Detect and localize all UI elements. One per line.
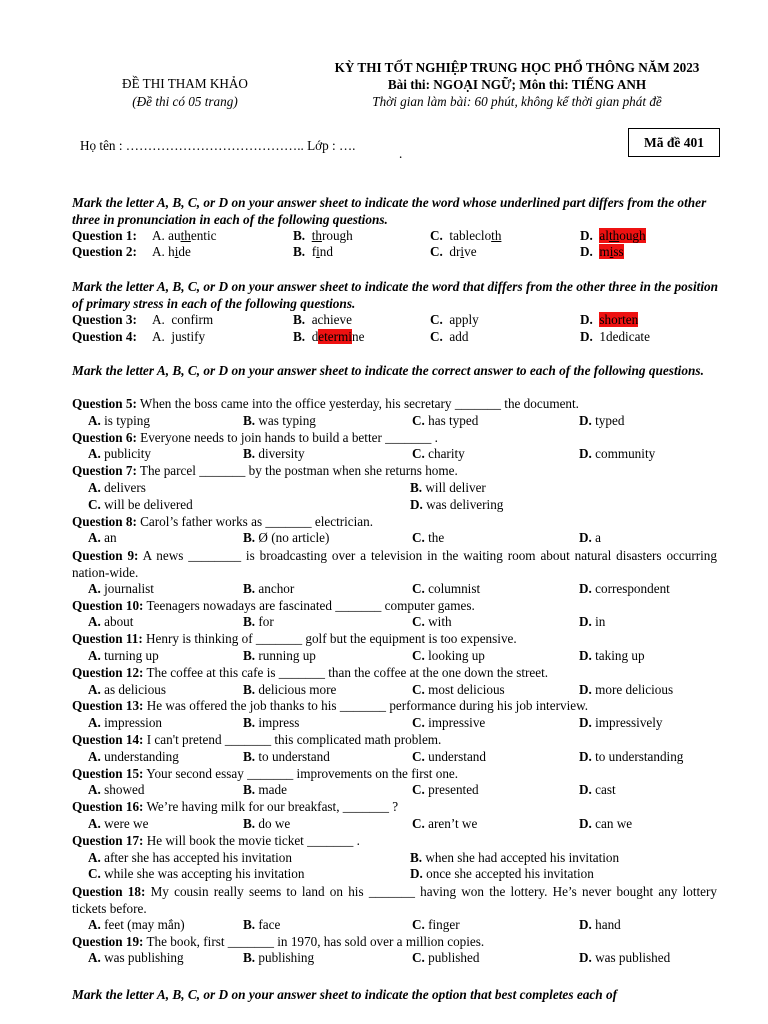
option-d[interactable]: D. to understanding	[579, 748, 684, 764]
question-label: Question 11:	[72, 631, 143, 647]
option-b[interactable]: B. will deliver	[410, 480, 486, 495]
option-d[interactable]: D. taking up	[579, 648, 645, 663]
question-4-label: Question 4:	[72, 329, 137, 344]
instruction-correct-answer: Mark the letter A, B, C, or D on your answer sheet to indicate the correct answer to each of the following questions.	[72, 363, 704, 378]
question-text: The coffee at this cafe is _______ than the coffee at the one down the street.	[146, 664, 549, 680]
option-d[interactable]: D. more delicious	[579, 681, 674, 697]
question-label: Question 9:	[72, 548, 139, 564]
question-label: Question 19:	[72, 933, 144, 949]
q4-option-c[interactable]: C. add	[430, 329, 469, 344]
option-a[interactable]: A. showed	[88, 782, 145, 798]
exam-time: Thời gian làm bài: 60 phút, không kể thời gian phát đề	[372, 94, 662, 109]
option-d[interactable]: D. a	[579, 530, 601, 546]
q2-option-a[interactable]: A. hide	[152, 244, 191, 259]
question-1-label: Question 1:	[72, 228, 137, 243]
exam-type-title: ĐỀ THI THAM KHẢO	[122, 76, 248, 91]
question-label: Question 8:	[72, 513, 137, 529]
option-a[interactable]: A. after she has accepted his invitation	[88, 849, 292, 865]
question-stem	[72, 766, 458, 782]
q2-option-b[interactable]: B. find	[293, 244, 333, 259]
option-d[interactable]: D. was published	[579, 950, 671, 966]
q2-option-c[interactable]: C. drive	[430, 244, 477, 259]
option-d[interactable]: D. typed	[579, 412, 625, 428]
option-c[interactable]: C. the	[412, 530, 445, 546]
option-c[interactable]: C. charity	[412, 446, 465, 462]
q3-option-a[interactable]: A. confirm	[152, 312, 214, 327]
question-stem	[72, 430, 438, 446]
question-text: When the boss came into the office yesterday, his secretary _______ the document.	[139, 396, 579, 411]
exam-title: KỲ THI TỐT NGHIỆP TRUNG HỌC PHỔ THÔNG NĂM 2023	[334, 60, 700, 75]
instruction-pronunciation: Mark the letter A, B, C, or D on your answer sheet to indicate the word whose underlined part differs from the other three in pronunciation in each of the following questions.	[72, 195, 707, 227]
option-b[interactable]: B. for	[243, 614, 274, 630]
question-text: Your second essay _______ improvements on the first one.	[146, 765, 459, 781]
name-class-line: Họ tên : ………………………………….. Lớp : ….	[80, 138, 356, 153]
question-text: A news ________ is broadcasting over a television in the waiting room about natural disasters occurring nation-wide.	[72, 548, 717, 581]
question-text: He will book the movie ticket _______ .	[146, 832, 360, 848]
option-d[interactable]: D. was delivering	[410, 496, 504, 512]
option-a[interactable]: A. delivers	[88, 480, 146, 495]
option-a[interactable]: A. publicity	[88, 446, 152, 462]
option-d[interactable]: D. cast	[579, 782, 616, 798]
option-d[interactable]: D. impressively	[579, 715, 663, 731]
question-label: Question 12:	[72, 664, 144, 680]
question-stem	[72, 934, 484, 950]
option-c[interactable]: C. columnist	[412, 580, 481, 596]
question-stem	[72, 732, 441, 748]
question-stem	[72, 514, 373, 530]
option-b[interactable]: B. anchor	[243, 580, 295, 596]
option-b[interactable]: B. running up	[243, 648, 316, 663]
question-label: Question 10:	[72, 597, 144, 613]
option-c[interactable]: C. will be delivered	[88, 496, 193, 512]
question-2-label: Question 2:	[72, 244, 137, 259]
q3-option-c[interactable]: C. apply	[430, 312, 479, 327]
option-d[interactable]: D. hand	[579, 916, 621, 932]
question-stem	[72, 598, 475, 614]
question-text: The book, first _______ in 1970, has sold over a million copies.	[146, 933, 485, 949]
question-label: Question 14:	[72, 732, 144, 747]
question-label: Question 16:	[72, 799, 144, 815]
question-text: I can't pretend _______ this complicated math problem.	[146, 732, 442, 747]
question-label: Question 5:	[72, 396, 137, 411]
option-b[interactable]: B. was typing	[243, 412, 316, 428]
option-a[interactable]: A. understanding	[88, 748, 179, 764]
option-c[interactable]: C. presented	[412, 782, 479, 798]
page-count-note: (Đề thi có 05 trang)	[132, 94, 238, 109]
option-b[interactable]: B. face	[243, 916, 281, 932]
question-label: Question 6:	[72, 429, 137, 445]
q3-option-b[interactable]: B. achieve	[293, 312, 352, 327]
question-stem	[72, 799, 398, 815]
option-c[interactable]: C. looking up	[412, 648, 485, 663]
question-text: We’re having milk for our breakfast, _______ ?	[146, 799, 399, 815]
option-a[interactable]: A. an	[88, 530, 117, 546]
option-b[interactable]: B. made	[243, 782, 287, 798]
option-a[interactable]: A. were we	[88, 816, 149, 831]
q1-option-c[interactable]: C. tablecloth	[430, 228, 502, 243]
question-stem	[72, 396, 579, 412]
option-d[interactable]: D. correspondent	[579, 580, 670, 596]
question-label: Question 7:	[72, 463, 137, 479]
option-c[interactable]: C. while she was accepting his invitation	[88, 866, 305, 882]
option-b[interactable]: B. when she had accepted his invitation	[410, 849, 620, 865]
option-c[interactable]: C. with	[412, 614, 452, 630]
option-c[interactable]: C. aren’t we	[412, 816, 478, 831]
question-text: He was offered the job thanks to his _______ performance during his job interview.	[146, 698, 589, 714]
option-a[interactable]: A. feet (may mắn)	[88, 916, 185, 932]
q4-option-d[interactable]: D. 1dedicate	[580, 329, 650, 344]
option-b[interactable]: B. to understand	[243, 748, 330, 764]
option-a[interactable]: A. was publishing	[88, 950, 184, 966]
option-c[interactable]: C. has typed	[412, 412, 479, 428]
option-c[interactable]: C. published	[412, 950, 480, 966]
question-3-label: Question 3:	[72, 312, 137, 327]
stray-dot: .	[399, 146, 403, 161]
option-c[interactable]: C. finger	[412, 916, 460, 932]
question-text: Everyone needs to join hands to build a better _______ .	[140, 429, 438, 445]
question-text: Carol’s father works as _______ electrician.	[140, 513, 374, 529]
question-label: Question 13:	[72, 698, 144, 714]
question-stem	[72, 463, 458, 479]
q1-option-a[interactable]: A. authentic	[152, 228, 217, 243]
question-text: Henry is thinking of _______ golf but the equipment is too expensive.	[146, 631, 517, 647]
question-label: Question 17:	[72, 832, 144, 848]
question-label: Question 18:	[72, 884, 146, 900]
option-c[interactable]: C. impressive	[412, 715, 486, 731]
question-stem	[72, 631, 517, 647]
exam-subject: Bài thi: NGOẠI NGỮ; Môn thi: TIẾNG ANH	[387, 77, 647, 92]
instruction-stress: Mark the letter A, B, C, or D on your answer sheet to indicate the word that differs from the other three in the position of primary stress in each of the following questions.	[72, 279, 719, 311]
question-stem	[72, 698, 588, 714]
q1-option-b[interactable]: B. through	[293, 228, 353, 243]
q4-option-b[interactable]: B. determine	[293, 329, 365, 344]
q3-option-d[interactable]: D. shorten	[580, 312, 639, 327]
option-a[interactable]: A. impression	[88, 715, 163, 731]
option-d[interactable]: D. can we	[579, 816, 633, 831]
option-b[interactable]: B. diversity	[243, 446, 305, 462]
q1-option-d[interactable]: D. although	[580, 228, 646, 243]
option-a[interactable]: A. as delicious	[88, 681, 167, 697]
option-a[interactable]: A. is typing	[88, 412, 150, 428]
option-b[interactable]: B. Ø (no article)	[243, 530, 330, 546]
option-c[interactable]: C. understand	[412, 748, 486, 764]
option-b[interactable]: B. publishing	[243, 950, 315, 966]
option-b[interactable]: B. do we	[243, 816, 291, 831]
question-label: Question 15:	[72, 765, 144, 781]
option-a[interactable]: A. journalist	[88, 580, 154, 596]
question-text: My cousin really seems to land on his _______ having won the lottery. He’s never bought any lottery tickets before.	[72, 884, 718, 917]
instruction-complete: Mark the letter A, B, C, or D on your answer sheet to indicate the option that best completes each of	[72, 987, 618, 1002]
option-d[interactable]: D. in	[579, 614, 606, 630]
option-a[interactable]: A. turning up	[88, 648, 159, 663]
question-stem	[72, 833, 360, 849]
option-b[interactable]: B. delicious more	[243, 681, 337, 697]
option-b[interactable]: B. impress	[243, 715, 300, 731]
exam-code-box: Mã đề 401	[628, 128, 720, 157]
question-text: The parcel _______ by the postman when she returns home.	[139, 463, 458, 479]
option-a[interactable]: A. about	[88, 614, 134, 630]
option-c[interactable]: C. most delicious	[412, 681, 505, 697]
question-stem	[72, 883, 717, 917]
question-text: Teenagers nowadays are fascinated _______ computer games.	[146, 597, 475, 613]
q2-option-d[interactable]: D. miss	[580, 244, 624, 259]
question-stem	[72, 665, 548, 681]
q4-option-a[interactable]: A. justify	[152, 329, 206, 344]
option-d[interactable]: D. once she accepted his invitation	[410, 866, 594, 882]
option-d[interactable]: D. community	[579, 446, 656, 462]
question-stem	[72, 547, 717, 581]
